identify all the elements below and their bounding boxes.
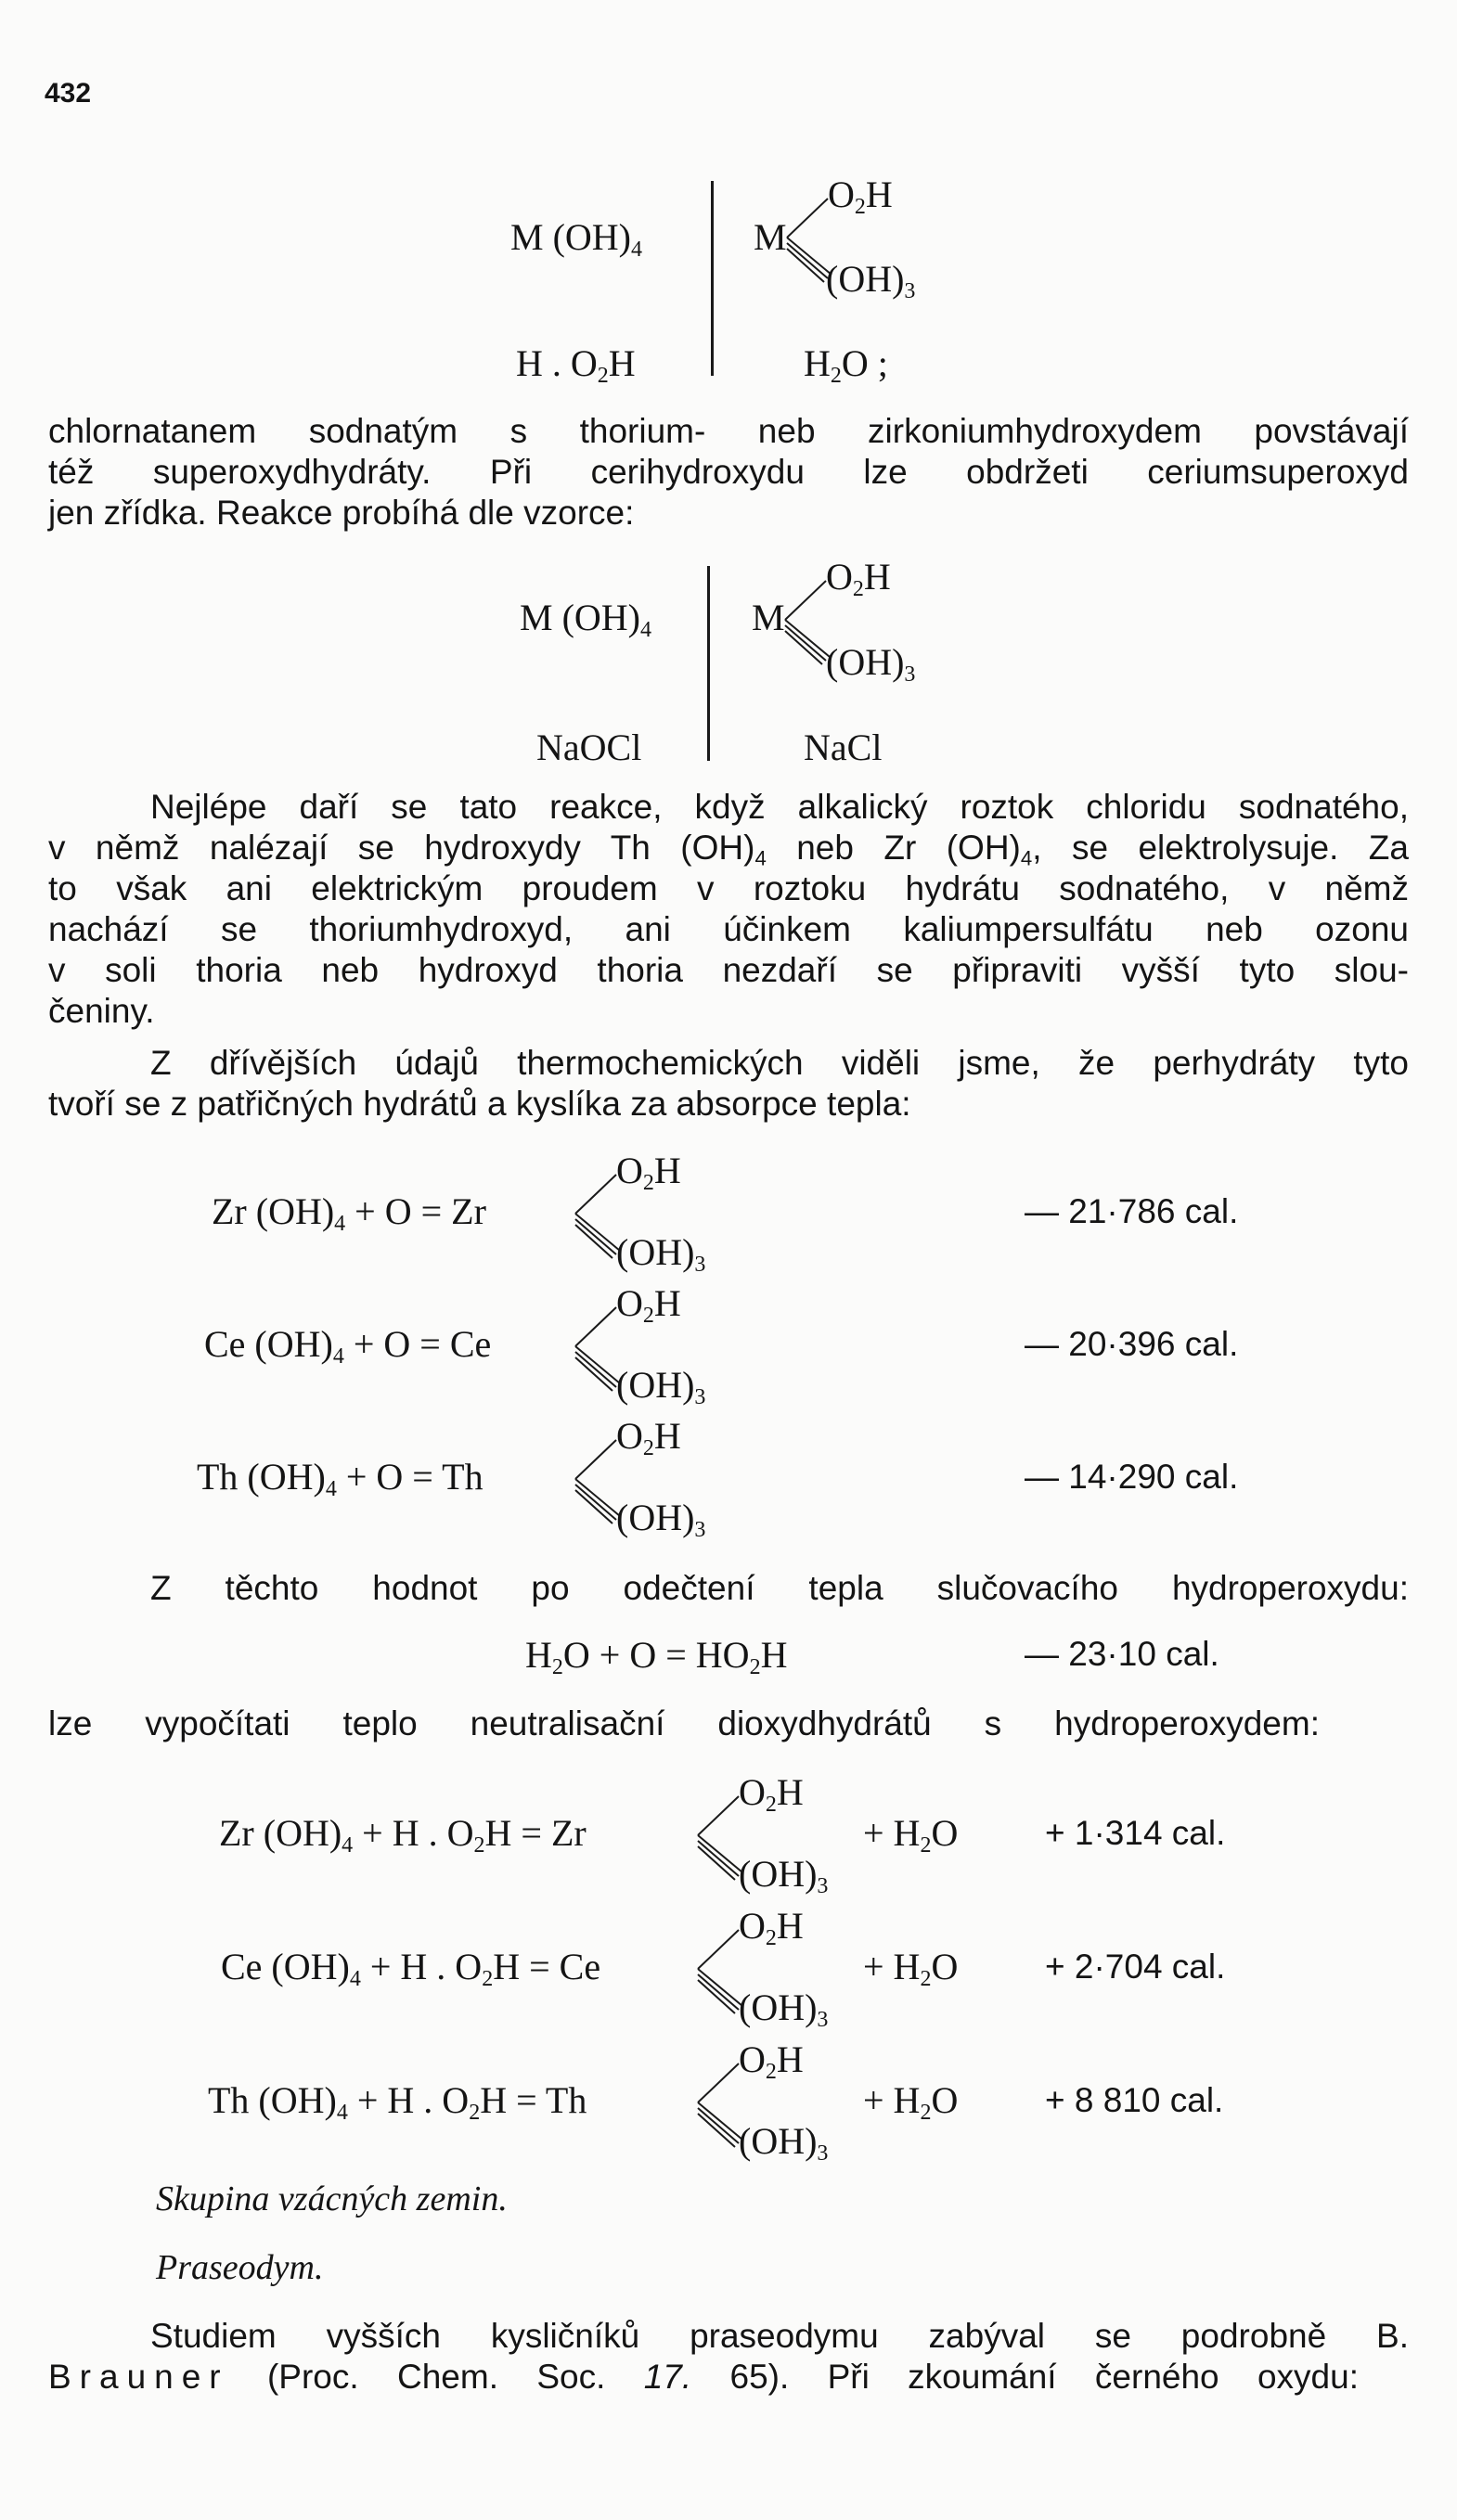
scheme2-left-bottom: NaOCl bbox=[536, 726, 642, 768]
equation-water: + $H_2O$ bbox=[863, 2079, 959, 2126]
volume-number: 17. bbox=[643, 2358, 692, 2396]
section-heading: Skupina vzácných zemin. bbox=[156, 2179, 508, 2218]
scheme1-metal: M bbox=[754, 216, 787, 258]
paragraph-6-line: Studiem vyšších kysličníků praseodymu zabýval se podrobně B. bbox=[150, 2317, 1409, 2355]
equation-body: $H_2O + O = HO_2H$ bbox=[525, 1634, 788, 1680]
equation-heat: + 2·704 cal. bbox=[1045, 1948, 1226, 1986]
equation-top-group: $O_2H$ bbox=[739, 1905, 804, 1951]
paragraph-5: lze vypočítati teplo neutralisační dioxydhydrátů s hydroperoxydem: bbox=[48, 1704, 1320, 1742]
equation-bottom-group: $(OH)_3$ bbox=[739, 2120, 829, 2166]
equation-bottom-group: $(OH)_3$ bbox=[616, 1231, 706, 1278]
paragraph-2-line: to však ani elektrickým proudem v roztoku hydrátu sodnatého, v němž bbox=[48, 869, 1409, 907]
scheme1-divider bbox=[711, 181, 714, 376]
equation-top-group: $O_2H$ bbox=[616, 1415, 681, 1461]
equation-top-group: $O_2H$ bbox=[616, 1150, 681, 1196]
paragraph-2-line: Nejlépe daří se tato reakce, když alkalický roztok chloridu sodnatého, bbox=[150, 788, 1409, 826]
scheme2-bottom-group: $(OH)_3$ bbox=[826, 641, 916, 688]
equation-bottom-group: $(OH)_3$ bbox=[616, 1497, 706, 1543]
paragraph-6-line: Brauner (Proc. Chem. Soc. 17. 65). Při zkoumání černého oxydu: bbox=[48, 2358, 1359, 2396]
equation-heat: — 21·786 cal. bbox=[1025, 1192, 1239, 1230]
page-number: 432 bbox=[45, 78, 92, 109]
scheme1-left-bottom: H . $O_2H$ bbox=[516, 342, 636, 389]
equation-lhs: Th $(OH)_4 + H$ . $O_2H = Th$ bbox=[208, 2079, 587, 2126]
paragraph-2-line: v soli thoria neb hydroxyd thoria nezdaří se připraviti vyšší tyto slou- bbox=[48, 951, 1409, 989]
scheme2-divider bbox=[707, 566, 710, 761]
paragraph-1-line: jen zřídka. Reakce probíhá dle vzorce: bbox=[48, 494, 635, 532]
scheme2-metal: M bbox=[752, 597, 785, 638]
equation-top-group: $O_2H$ bbox=[739, 2038, 804, 2085]
paragraph-2-line: nachází se thoriumhydroxyd, ani účinkem kaliumpersulfátu neb ozonu bbox=[48, 910, 1409, 948]
equation-top-group: $O_2H$ bbox=[616, 1282, 681, 1329]
equation-lhs: Ce $(OH)_4 + O = Ce$ bbox=[204, 1323, 492, 1369]
equation-lhs: Zr $(OH)_4 + O = Zr$ bbox=[212, 1190, 486, 1237]
equation-heat: — 20·396 cal. bbox=[1025, 1325, 1239, 1363]
scheme2-salt: NaCl bbox=[804, 726, 883, 768]
equation-heat: — 23·10 cal. bbox=[1025, 1635, 1219, 1673]
scheme1-top-group: $O_2H$ bbox=[828, 174, 893, 220]
equation-lhs: Zr $(OH)_4 + H$ . $O_2H = Zr$ bbox=[219, 1812, 587, 1858]
equation-bottom-group: $(OH)_3$ bbox=[739, 1986, 829, 2033]
paragraph-2-line: čeniny. bbox=[48, 992, 155, 1030]
scheme2-left-top: M $(OH)_4$ bbox=[520, 597, 651, 643]
paragraph-1-line: též superoxydhydráty. Při cerihydroxydu lze obdržeti ceriumsuperoxyd bbox=[48, 453, 1409, 491]
paragraph-3-line: Z dřívějších údajů thermochemických viděli jsme, že perhydráty tyto bbox=[150, 1044, 1409, 1082]
subsection-heading: Praseodym. bbox=[156, 2248, 324, 2287]
author-name: Brauner bbox=[48, 2358, 229, 2396]
scheme1-bottom-group: $(OH)_3$ bbox=[826, 258, 916, 304]
equation-lhs: Ce $(OH)_4 + H$ . $O_2H = Ce$ bbox=[221, 1946, 601, 1992]
paragraph-3-line: tvoří se z patřičných hydrátů a kyslíka za absorpce tepla: bbox=[48, 1085, 911, 1123]
scheme1-water: $H_2O$ ; bbox=[804, 342, 888, 389]
scheme1-left-top: M $(OH)_4$ bbox=[510, 216, 642, 263]
equation-bottom-group: $(OH)_3$ bbox=[616, 1364, 706, 1410]
equation-water: + $H_2O$ bbox=[863, 1812, 959, 1858]
equation-heat: + 1·314 cal. bbox=[1045, 1814, 1226, 1852]
equation-water: + $H_2O$ bbox=[863, 1946, 959, 1992]
equation-heat: — 14·290 cal. bbox=[1025, 1458, 1239, 1496]
scheme2-top-group: $O_2H$ bbox=[826, 556, 891, 602]
equation-lhs: Th $(OH)_4 + O = Th$ bbox=[197, 1456, 484, 1502]
equation-heat: + 8 810 cal. bbox=[1045, 2081, 1224, 2119]
equation-bottom-group: $(OH)_3$ bbox=[739, 1853, 829, 1899]
paragraph-1-line: chlornatanem sodnatým s thorium- neb zirkoniumhydroxydem povstávají bbox=[48, 412, 1409, 450]
paragraph-4: Z těchto hodnot po odečtení tepla slučovacího hydroperoxydu: bbox=[150, 1569, 1409, 1607]
equation-top-group: $O_2H$ bbox=[739, 1771, 804, 1818]
paragraph-2-line: v němž nalézají se hydroxydy Th $(OH)_4$ neb Zr $(OH)_4$, se elektrolysuje. Za bbox=[48, 829, 1409, 870]
